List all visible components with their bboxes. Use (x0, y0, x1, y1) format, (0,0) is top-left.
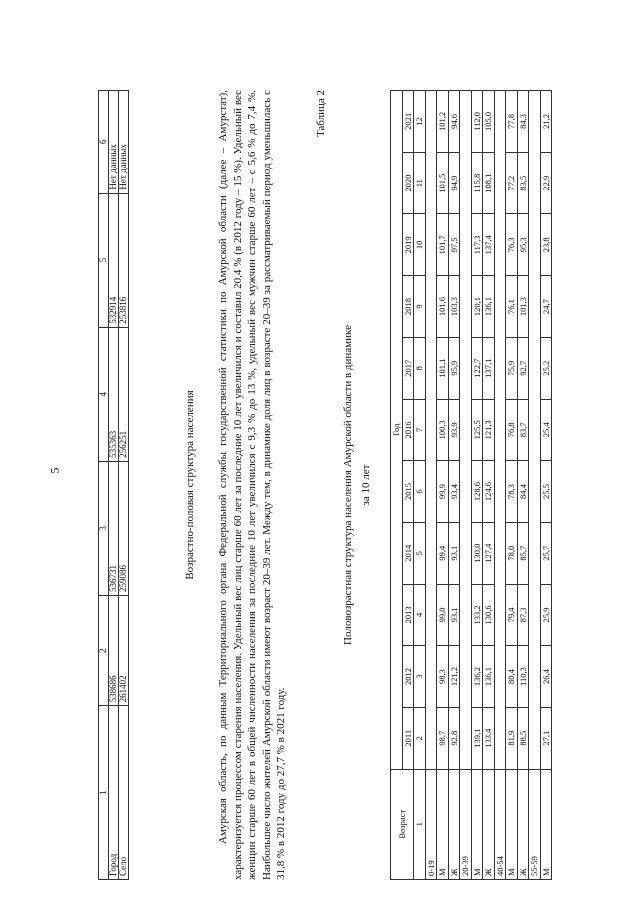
table-cell: 92,7 (517, 337, 529, 399)
sex-label: М (540, 769, 552, 879)
table-cell: 84,4 (517, 461, 529, 523)
table-cell: 87,3 (517, 584, 529, 646)
age-group-label: 55-59 (529, 769, 541, 879)
table-cell: 136,1 (483, 276, 495, 338)
year-header: Год (391, 91, 403, 770)
table-cell: 94,9 (448, 152, 460, 214)
table-cell: 253816 (119, 193, 129, 327)
table-cell: 101,5 (437, 152, 449, 214)
table-cell: 130,6 (483, 584, 495, 646)
table-cell: 98,7 (437, 707, 449, 769)
table-cell: 139,1 (471, 707, 483, 769)
table-cell: 538686 (109, 595, 119, 705)
age-group-row (529, 91, 541, 880)
page-number: 5 (47, 467, 62, 474)
table-row (437, 91, 449, 880)
table-row (540, 91, 552, 880)
column-number-cell: 12 (414, 91, 426, 153)
table-cell: 93,9 (448, 399, 460, 461)
column-number-cell: 4 (414, 584, 426, 646)
column-number-cell: 8 (414, 337, 426, 399)
table-cell: 75,9 (506, 337, 518, 399)
table-cell: 97,5 (448, 214, 460, 276)
table-cell: 133,2 (471, 584, 483, 646)
header-cell: 2 (99, 595, 109, 705)
table-cell: Нет данных (119, 91, 129, 194)
table-cell: 103,3 (448, 276, 460, 338)
header-cell: 3 (99, 461, 109, 595)
table-row (517, 91, 529, 880)
table-cell: 535363 (109, 327, 119, 461)
age-group-row (425, 91, 437, 880)
table-cell: 81,9 (506, 707, 518, 769)
table-cell: 94,6 (448, 91, 460, 153)
table-cell: 25,2 (540, 337, 552, 399)
table-header-row (391, 91, 403, 880)
table-cell: Нет данных (109, 91, 119, 194)
header-cell: 1 (99, 706, 109, 880)
table-cell: 105,0 (483, 91, 495, 153)
table-cell: 137,1 (483, 337, 495, 399)
table-cell: 93,4 (448, 461, 460, 523)
table-title-line2: за 10 лет (360, 464, 372, 506)
row-label: Село (119, 706, 129, 880)
body-paragraph: Амурская область, по данным Территориального органа Федеральной службы государственной статистики по Амурской области (далее – Амурстат), характеризуется процессом старения населения. Удельный вес лиц старше 60 лет за последние 10 лет увеличился и составил 20,4 % (в 2012 году – 15 %). Удельный вес женщин старше 60 лет в общей численности населения за последние 10 лет увеличился с 9,3 % до 13 %, удельный вес мужчин старше 60 лет – с 5,6 % до 7,4 %. Наибольшее число жителей Амурской области имеют возраст 20–39 лет. Между тем, в динамике доля лиц в возрасте 20–39 за рассматриваемый период уменьшилась с 31,8 % в 2012 году до 27,7 % в 2021 году. (217, 90, 288, 880)
year-cell: 2018 (402, 276, 414, 338)
age-group-row (494, 91, 506, 880)
table-label: Таблица 2 (315, 90, 327, 138)
year-cell: 2011 (402, 707, 414, 769)
table-cell: 76,1 (506, 276, 518, 338)
table-cell: 95,3 (517, 214, 529, 276)
table-cell: 25,7 (540, 522, 552, 584)
column-number-cell: 7 (414, 399, 426, 461)
table-cell: 127,4 (483, 522, 495, 584)
table-cell: 115,8 (471, 152, 483, 214)
table-cell: 77,8 (506, 91, 518, 153)
table-cell: 88,5 (517, 707, 529, 769)
table-cell: 128,6 (471, 461, 483, 523)
year-cell: 2014 (402, 522, 414, 584)
table-cell: 93,1 (448, 584, 460, 646)
table-row (483, 91, 495, 880)
sex-label: Ж (483, 769, 495, 879)
table-row (506, 91, 518, 880)
table-cell: 125,5 (471, 399, 483, 461)
table-cell: 27,1 (540, 707, 552, 769)
table-cell: 25,5 (540, 461, 552, 523)
year-row (402, 91, 414, 880)
table-cell: 80,4 (506, 646, 518, 708)
year-cell: 2012 (402, 646, 414, 708)
year-cell: 2013 (402, 584, 414, 646)
table-cell: 95,9 (448, 337, 460, 399)
table-cell: 100,3 (437, 399, 449, 461)
table-cell: 23,8 (540, 214, 552, 276)
table-cell: 83,5 (517, 152, 529, 214)
table-cell: 101,2 (437, 91, 449, 153)
year-cell: 2020 (402, 152, 414, 214)
year-cell: 2016 (402, 399, 414, 461)
empty-cell (529, 91, 541, 770)
year-cell: 2019 (402, 214, 414, 276)
table-cell: 101,6 (437, 276, 449, 338)
empty-cell (425, 91, 437, 770)
table-cell: 536731 (109, 461, 119, 595)
table-cell: 259086 (119, 461, 129, 595)
sex-label: М (506, 769, 518, 879)
column-number-row (414, 91, 426, 880)
empty-cell (460, 91, 472, 770)
table-title-line1: Половозрастная структура населения Амурской области в динамике (342, 325, 354, 645)
table-cell: 93,1 (448, 522, 460, 584)
column-number-cell: 3 (414, 646, 426, 708)
header-cell: 6 (99, 91, 109, 194)
table-row (119, 91, 129, 880)
table-cell: 25,9 (540, 584, 552, 646)
table-cell: 98,3 (437, 646, 449, 708)
table-cell: 117,3 (471, 214, 483, 276)
table-row (109, 91, 119, 880)
year-cell: 2021 (402, 91, 414, 153)
table-cell: 92,8 (448, 707, 460, 769)
column-number-cell: 10 (414, 214, 426, 276)
table-cell: 25,4 (540, 399, 552, 461)
age-group-row (460, 91, 472, 880)
table-cell: 112,0 (471, 91, 483, 153)
table-cell: 99,9 (437, 461, 449, 523)
table-cell: 21,2 (540, 91, 552, 153)
table-row (448, 91, 460, 880)
table-cell: 124,6 (483, 461, 495, 523)
table-cell: 532914 (109, 193, 119, 327)
rotated-page-content (98, 90, 630, 880)
table-cell: 85,7 (517, 522, 529, 584)
table-cell: 78,3 (506, 461, 518, 523)
table-cell: 121,3 (483, 399, 495, 461)
table-cell: 121,2 (448, 646, 460, 708)
table-cell: 101,3 (517, 276, 529, 338)
table-cell: 76,3 (506, 214, 518, 276)
column-number-cell: 6 (414, 461, 426, 523)
column-number-cell: 5 (414, 522, 426, 584)
table-cell: 76,8 (506, 399, 518, 461)
table-cell: 77,2 (506, 152, 518, 214)
section-title: Возрастно-половая структура населения (184, 390, 196, 580)
table-cell: 256251 (119, 327, 129, 461)
table-cell: 79,4 (506, 584, 518, 646)
column-number-cell: 2 (414, 707, 426, 769)
sex-label: М (437, 769, 449, 879)
table-cell: 84,3 (517, 91, 529, 153)
column-number-cell: 1 (414, 769, 426, 879)
header-cell: 4 (99, 327, 109, 461)
table-cell: 136,2 (471, 646, 483, 708)
table-cell: 137,4 (483, 214, 495, 276)
empty-cell (494, 91, 506, 770)
table-cell: 110,3 (517, 646, 529, 708)
year-cell: 2017 (402, 337, 414, 399)
row-label: Город (109, 706, 119, 880)
sex-label: Ж (517, 769, 529, 879)
age-group-label: 40-54 (494, 769, 506, 879)
column-number-cell: 9 (414, 276, 426, 338)
table-cell: 78,0 (506, 522, 518, 584)
header-cell: 5 (99, 193, 109, 327)
table-cell: 24,7 (540, 276, 552, 338)
table-cell: 22,9 (540, 152, 552, 214)
table-cell: 136,1 (483, 646, 495, 708)
table-cell: 83,7 (517, 399, 529, 461)
table-cell: 26,4 (540, 646, 552, 708)
sex-label: М (471, 769, 483, 879)
age-group-label: 20-39 (460, 769, 472, 879)
table-cell: 133,4 (483, 707, 495, 769)
table-row (471, 91, 483, 880)
age-structure-table (390, 90, 552, 880)
table-cell: 120,1 (471, 276, 483, 338)
table-cell: 122,7 (471, 337, 483, 399)
settlement-table (98, 90, 129, 880)
table-cell: 108,1 (483, 152, 495, 214)
table-header-row (99, 91, 109, 880)
table-cell: 99,4 (437, 522, 449, 584)
age-header: Возраст (391, 769, 414, 879)
table-cell: 130,0 (471, 522, 483, 584)
column-number-cell: 11 (414, 152, 426, 214)
table-cell: 101,7 (437, 214, 449, 276)
sex-label: Ж (448, 769, 460, 879)
table-cell: 99,0 (437, 584, 449, 646)
age-group-label: 0-19 (425, 769, 437, 879)
table-cell: 101,1 (437, 337, 449, 399)
table-cell: 261402 (119, 595, 129, 705)
year-cell: 2015 (402, 461, 414, 523)
